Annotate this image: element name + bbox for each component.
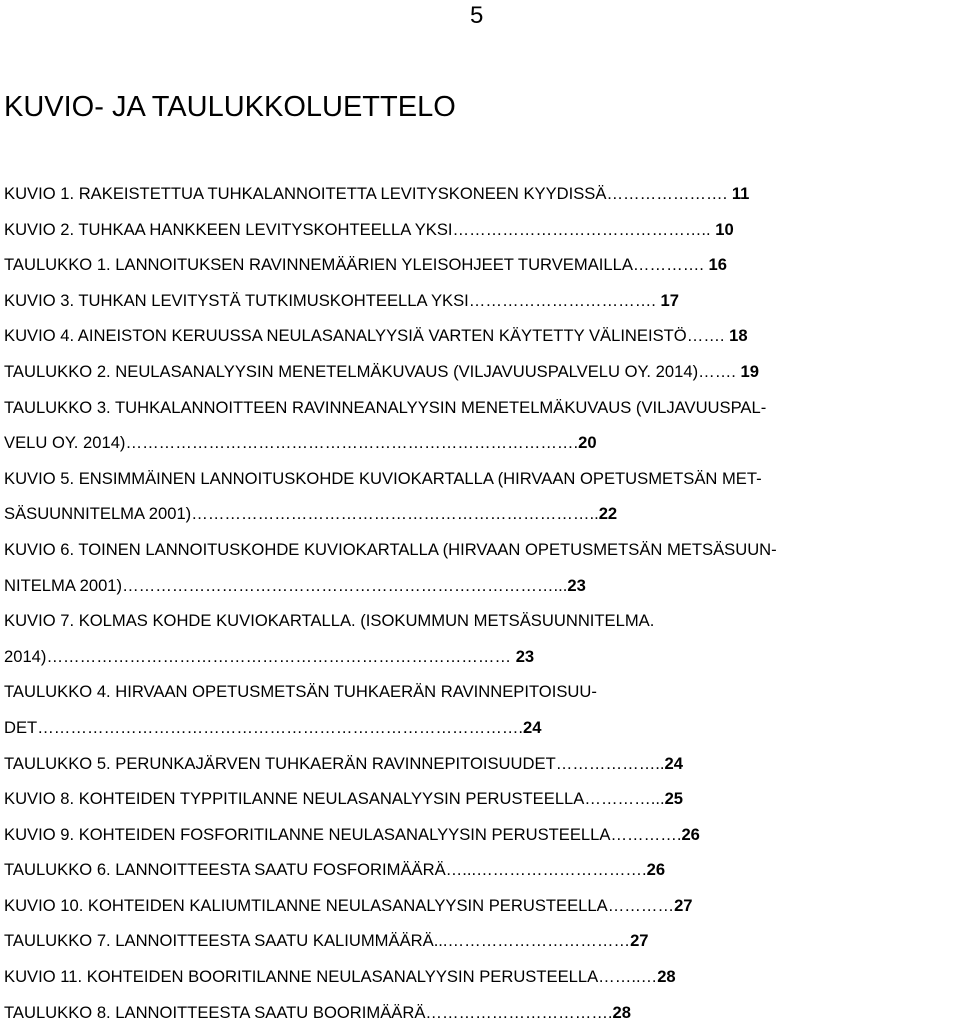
toc-entry-page-number: 18 bbox=[729, 326, 748, 346]
toc-entry-leader: ………… bbox=[607, 895, 675, 915]
toc-entry-text: TAULUKKO 8. LANNOITTEESTA SAATU BOORIMÄÄRÄ bbox=[4, 1002, 426, 1022]
toc-entry bbox=[4, 354, 960, 390]
toc-entry bbox=[4, 461, 960, 497]
toc-entry-leader: ……………………………………….. bbox=[452, 219, 716, 239]
toc-entry-text: TAULUKKO 7. LANNOITTEESTA SAATU KALIUMMÄÄRÄ bbox=[4, 931, 434, 951]
toc-entry-leader: …………. bbox=[610, 824, 682, 844]
toc-entry-leader: …………... bbox=[584, 789, 665, 809]
toc-entry-page-number: 23 bbox=[567, 575, 586, 595]
toc-entry-page-number: 24 bbox=[664, 753, 683, 773]
toc-entry-leader: ……………………………………………………………….. bbox=[191, 504, 599, 524]
toc-entry bbox=[4, 496, 960, 532]
toc-entry bbox=[4, 212, 960, 248]
toc-entry bbox=[4, 568, 960, 604]
toc-entry bbox=[4, 852, 960, 888]
toc-entry bbox=[4, 283, 960, 319]
toc-entry-text: KUVIO 8. KOHTEIDEN TYPPITILANNE NEULASANALYYSIN PERUSTEELLA bbox=[4, 789, 585, 809]
toc-entry-page-number: 28 bbox=[612, 1002, 632, 1022]
toc-entry-leader: ……………………………. bbox=[425, 1002, 613, 1022]
toc-entry bbox=[4, 817, 960, 853]
toc-entry-leader: ………………………………………………………………………… bbox=[46, 646, 516, 666]
toc-entry-leader: ...…………………………… bbox=[433, 931, 631, 951]
toc-entry bbox=[4, 710, 960, 746]
toc-entry bbox=[4, 995, 960, 1030]
toc-entry-page-number: 16 bbox=[708, 255, 727, 275]
toc-entry-text: KUVIO 2. TUHKAA HANKKEEN LEVITYSKOHTEELLA YKSI bbox=[4, 219, 453, 239]
toc-entry-text: TAULUKKO 4. HIRVAAN OPETUSMETSÄN TUHKAERÄN RAVINNEPITOISUU- bbox=[4, 682, 597, 702]
toc-entry-text: TAULUKKO 5. PERUNKAJÄRVEN TUHKAERÄN RAVINNEPITOISUUDET bbox=[4, 753, 556, 773]
toc-entry bbox=[4, 888, 960, 924]
toc-entry bbox=[4, 603, 960, 639]
toc-entry-page-number: 27 bbox=[674, 895, 693, 915]
toc-entry-text: TAULUKKO 3. TUHKALANNOITTEEN RAVINNEANALYYSIN MENETELMÄKUVAUS (VILJAVUUSPAL- bbox=[4, 397, 767, 417]
toc-entry-text: TAULUKKO 6. LANNOITTEESTA SAATU FOSFORIMÄÄRÄ bbox=[4, 860, 446, 880]
toc-entry-text: TAULUKKO 2. NEULASANALYYSIN MENETELMÄKUVAUS (VILJAVUUSPALVELU OY. 2014) bbox=[4, 361, 699, 381]
toc-entry-text: DET bbox=[4, 717, 38, 737]
toc-entry bbox=[4, 532, 960, 568]
toc-entry-text: 2014) bbox=[4, 646, 47, 666]
toc-entry bbox=[4, 247, 960, 283]
toc-entry-page-number: 19 bbox=[740, 361, 759, 381]
page-title: KUVIO- JA TAULUKKOLUETTELO bbox=[4, 91, 456, 123]
toc-entry-text: TAULUKKO 1. LANNOITUKSEN RAVINNEMÄÄRIEN YLEISOHJEET TURVEMAILLA bbox=[4, 255, 633, 275]
toc-entry bbox=[4, 390, 960, 426]
toc-entry bbox=[4, 746, 960, 782]
toc-entry bbox=[4, 425, 960, 461]
toc-entry-text: KUVIO 1. RAKEISTETTUA TUHKALANNOITETTA LEVITYSKONEEN KYYDISSÄ bbox=[4, 184, 607, 203]
toc-entry-leader: ……………………………. bbox=[468, 290, 661, 310]
toc-entry-text: KUVIO 9. KOHTEIDEN FOSFORITILANNE NEULASANALYYSIN PERUSTEELLA bbox=[4, 824, 611, 844]
toc-entry-page-number: 17 bbox=[660, 290, 679, 310]
toc-entry-page-number: 28 bbox=[657, 967, 676, 987]
toc-entry-leader: ……………….. bbox=[555, 753, 665, 773]
toc-entry-text: KUVIO 3. TUHKAN LEVITYSTÄ TUTKIMUSKOHTEELLA YKSI bbox=[4, 290, 469, 310]
toc-entry-page-number: 23 bbox=[515, 646, 535, 666]
table-of-contents bbox=[4, 176, 960, 1030]
toc-entry-text: KUVIO 4. AINEISTON KERUUSSA NEULASANALYYSIÄ VARTEN KÄYTETTY VÄLINEISTÖ bbox=[4, 326, 687, 346]
toc-entry-leader: ……………………………………………………………………………. bbox=[37, 717, 524, 737]
toc-entry-leader: ……. bbox=[686, 326, 730, 346]
toc-entry-text: KUVIO 11. KOHTEIDEN BOORITILANNE NEULASANALYYSIN PERUSTEELLA bbox=[4, 967, 599, 987]
toc-entry-leader: ………………………………………………………………………. bbox=[125, 433, 579, 453]
toc-entry-leader: …………………. bbox=[606, 184, 732, 203]
toc-entry-leader: …………. bbox=[632, 255, 709, 275]
toc-entry bbox=[4, 923, 960, 959]
toc-entry bbox=[4, 318, 960, 354]
toc-entry-text: KUVIO 10. KOHTEIDEN KALIUMTILANNE NEULASANALYYSIN PERUSTEELLA bbox=[4, 895, 608, 915]
toc-entry-page-number: 26 bbox=[681, 824, 700, 844]
toc-entry bbox=[4, 176, 960, 212]
toc-entry-text: KUVIO 7. KOLMAS KOHDE KUVIOKARTALLA. (ISOKUMMUN METSÄSUUNNITELMA. bbox=[4, 611, 655, 631]
toc-entry bbox=[4, 674, 960, 710]
toc-entry-text: SÄSUUNNITELMA 2001) bbox=[4, 504, 192, 524]
toc-entry-page-number: 11 bbox=[731, 184, 750, 203]
toc-entry bbox=[4, 781, 960, 817]
toc-entry-page-number: 26 bbox=[646, 860, 666, 880]
toc-entry-page-number: 10 bbox=[715, 219, 734, 239]
toc-entry-text: VELU OY. 2014) bbox=[4, 433, 126, 453]
toc-entry bbox=[4, 959, 960, 995]
toc-entry-page-number: 20 bbox=[578, 433, 597, 453]
toc-entry-page-number: 24 bbox=[523, 717, 542, 737]
toc-entry-leader: ……. bbox=[698, 361, 741, 381]
toc-entry-page-number: 22 bbox=[598, 504, 618, 524]
toc-entry-leader: ……………………………………………………………………... bbox=[122, 575, 568, 595]
toc-entry-page-number: 25 bbox=[664, 789, 684, 809]
page-number: 5 bbox=[470, 2, 484, 29]
toc-entry bbox=[4, 639, 960, 675]
toc-entry-text: NITELMA 2001) bbox=[4, 575, 123, 595]
toc-entry-page-number: 27 bbox=[630, 931, 649, 951]
toc-entry-leader: ……..… bbox=[598, 967, 658, 987]
toc-entry-text: KUVIO 5. ENSIMMÄINEN LANNOITUSKOHDE KUVIOKARTALLA (HIRVAAN OPETUSMETSÄN MET- bbox=[4, 468, 762, 488]
toc-entry-leader: …...…………………………. bbox=[445, 860, 647, 880]
toc-entry-text: KUVIO 6. TOINEN LANNOITUSKOHDE KUVIOKARTALLA (HIRVAAN OPETUSMETSÄN METSÄSUUN- bbox=[4, 539, 777, 559]
